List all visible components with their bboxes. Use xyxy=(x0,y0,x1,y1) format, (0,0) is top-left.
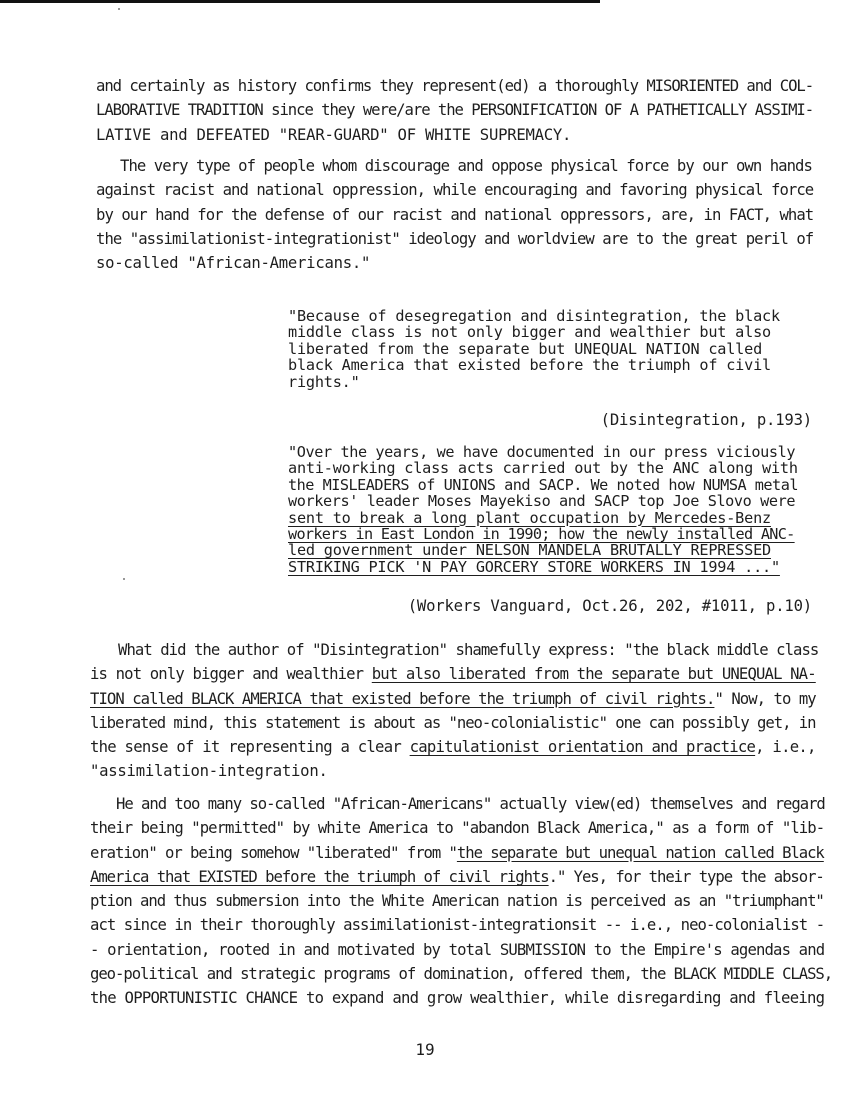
text-span: " Now, to my xyxy=(714,689,816,708)
text-line: LABORATIVE TRADITION since they were/are the PERSONIFICATION OF A PATHETICALLY ASSIMI- xyxy=(96,101,814,120)
quote-line: workers' leader Moses Mayekiso and SACP top Joe Slovo were xyxy=(288,492,796,511)
text-line xyxy=(90,841,832,865)
block-quote-workers-vanguard xyxy=(288,444,798,575)
quote-line-underlined: STRIKING PICK 'N PAY GORCERY STORE WORKERS IN 1994 ..." xyxy=(288,557,780,576)
underlined-span: America that EXISTED before the triumph of civil rights xyxy=(90,867,549,886)
quote-line: black America that existed before the triumph of civil xyxy=(288,356,771,375)
paragraph-he-and-too-many xyxy=(90,792,832,1011)
text-line: the "assimilationist-integrationist" ideology and worldview are to the great peril of xyxy=(96,229,814,248)
quote-line: anti-working class acts carried out by the ANC along with xyxy=(288,459,798,478)
text-line: liberated mind, this statement is about as "neo-colonialistic" one can possibly get, in xyxy=(90,713,816,732)
text-line: He and too many so-called "African-Americans" actually view(ed) themselves and regard xyxy=(116,795,825,813)
text-line xyxy=(90,865,832,889)
page-number: 19 xyxy=(415,1040,435,1059)
quote-line: "Over the years, we have documented in our press viciously xyxy=(288,443,796,461)
text-span: ." Yes, for their type the absor- xyxy=(548,867,824,886)
citation-disintegration: (Disintegration, p.193) xyxy=(600,411,812,429)
paragraph-what-did-author xyxy=(90,638,818,784)
text-line: The very type of people whom discourage and oppose physical force by our own hands xyxy=(120,157,812,175)
quote-line: rights." xyxy=(288,372,360,391)
text-line: What did the author of "Disintegration" shamefully express: "the black middle class xyxy=(118,641,819,659)
text-span: eration" or being somehow "liberated" from " xyxy=(90,843,457,862)
quote-line: "Because of desegregation and disintegration, the black xyxy=(288,307,780,325)
text-line xyxy=(90,735,818,759)
text-line: act since in their thoroughly assimilationist-integrationsit -- i.e., neo-colonialist - xyxy=(90,916,825,935)
text-line: - orientation, rooted in and motivated by total SUBMISSION to the Empire's agendas and xyxy=(90,940,825,959)
quote-line: middle class is not only bigger and wealthier but also xyxy=(288,323,771,342)
block-quote-disintegration xyxy=(288,308,798,390)
text-span: is not only bigger and wealthier xyxy=(90,665,372,684)
text-line: ption and thus submersion into the White American nation is perceived as an "triumphant" xyxy=(90,892,824,911)
quote-line-underlined: led government under NELSON MANDELA BRUTALLY REPRESSED xyxy=(288,541,771,560)
text-span: the sense of it representing a clear xyxy=(90,738,410,757)
paragraph-very-type xyxy=(96,154,816,275)
text-line: geo-political and strategic programs of domination, offered them, the BLACK MIDDLE CLASS, xyxy=(90,965,833,984)
text-line: and certainly as history confirms they represent(ed) a thoroughly MISORIENTED and COL- xyxy=(96,77,814,95)
quote-line: the MISLEADERS of UNIONS and SACP. We noted how NUMSA metal xyxy=(288,475,798,494)
quote-line-underlined: workers in East London in 1990; how the newly installed ANC- xyxy=(288,525,795,544)
text-span: , i.e., xyxy=(755,738,816,757)
scan-speck xyxy=(118,8,120,10)
text-line: LATIVE and DEFEATED "REAR-GUARD" OF WHITE SUPREMACY. xyxy=(96,125,572,144)
scan-speck xyxy=(123,578,125,580)
text-line xyxy=(90,687,818,711)
scan-top-edge xyxy=(0,0,600,3)
paragraph-continuation xyxy=(96,74,816,147)
text-line: their being "permitted" by white America to "abandon Black America," as a form of "lib- xyxy=(90,819,825,838)
text-line: so-called "African-Americans." xyxy=(96,254,371,273)
underlined-span: capitulationist orientation and practice xyxy=(409,738,756,757)
text-line: the OPPORTUNISTIC CHANCE to expand and grow wealthier, while disregarding and fleeing xyxy=(90,989,825,1008)
text-line: "assimilation-integration. xyxy=(90,762,328,781)
quote-line: liberated from the separate but UNEQUAL NATION called xyxy=(288,339,763,358)
text-line: against racist and national oppression, while encouraging and favoring physical force xyxy=(96,181,814,200)
underlined-span: TION called BLACK AMERICA that existed before the triumph of civil rights. xyxy=(90,689,715,708)
text-line xyxy=(90,662,818,686)
citation-workers-vanguard: (Workers Vanguard, Oct.26, 202, #1011, p.10) xyxy=(407,597,812,615)
quote-line-underlined: sent to break a long plant occupation by Mercedes-Benz xyxy=(288,508,771,527)
underlined-span: the separate but unequal nation called Black xyxy=(456,843,824,862)
text-line: by our hand for the defense of our racist and national oppressors, are, in FACT, what xyxy=(96,205,814,224)
underlined-span: but also liberated from the separate but UNEQUAL NA- xyxy=(371,665,816,684)
